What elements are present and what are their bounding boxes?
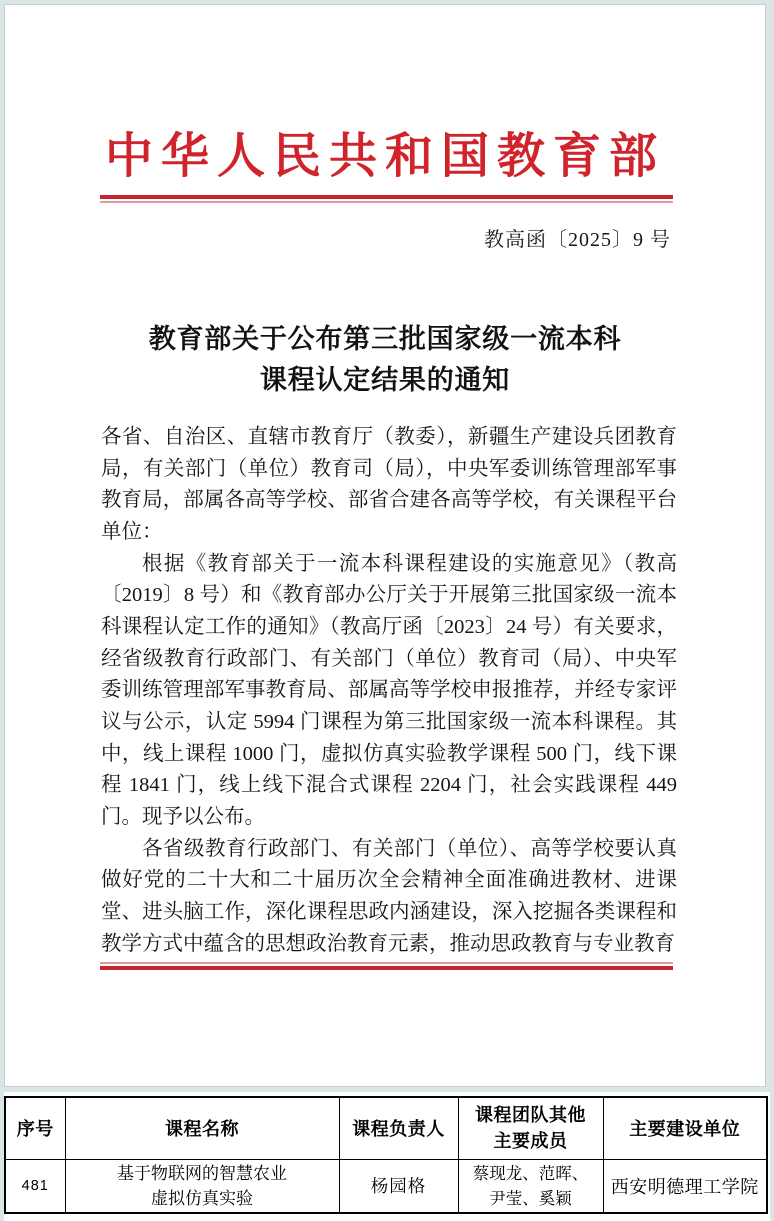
course-table-page — [4, 1092, 770, 1221]
cell-seq: 481 — [5, 1159, 65, 1213]
paragraph-results: 根据《教育部关于一流本科课程建设的实施意见》（教高〔2019〕8 号）和《教育部办公厅关于开展第三批国家级一流本科课程认定工作的通知》（教高厅函〔2023〕24 号）有关要求，经省级教育行政部门、有关部门（单位）教育司（局）、中央军委训练管理部军事教育局、部属高等学校申报推荐，并经专家评议与公示，认定 5994 门课程为第三批国家级一流本科课程。其中，线上课程 1000 门，虚拟仿真实验教学课程 500 门，线下课程 1841 门，线上线下混合式课程 2204 门，社会实践课程 449 门。现予以公布。 — [101, 552, 677, 828]
red-divider-bottom — [100, 962, 673, 970]
cell-course-name — [65, 1159, 339, 1213]
table-header-row — [5, 1097, 767, 1159]
notice-title-line2: 课程认定结果的通知 — [259, 365, 511, 395]
header-seq: 序号 — [5, 1097, 65, 1159]
cell-institution: 西安明德理工学院 — [603, 1159, 767, 1213]
notice-title — [5, 319, 765, 401]
notice-title-line1: 教育部关于公布第三批国家级一流本科 — [148, 324, 622, 354]
paragraph-addressees: 各省、自治区、直辖市教育厅（教委），新疆生产建设兵团教育局，有关部门（单位）教育司（局），中央军委训练管理部军事教育局，部属各高等学校、部省合建各高等学校，有关课程平台单位： — [101, 426, 677, 543]
cell-team-members — [458, 1159, 603, 1213]
table-row — [5, 1159, 767, 1213]
red-divider-top-thin-line — [100, 201, 673, 203]
document-number: 教高函〔2025〕9 号 — [484, 229, 671, 251]
cell-team-members-text: 蔡现龙、范晖、尹莹、奚颖 — [472, 1163, 589, 1208]
cell-course-leader: 杨园格 — [339, 1159, 458, 1213]
notice-page — [4, 4, 766, 1087]
red-divider-bottom-thick-line — [100, 966, 673, 970]
header-course-leader: 课程负责人 — [339, 1097, 458, 1159]
paragraph-requirements: 各省级教育行政部门、有关部门（单位）、高等学校要认真做好党的二十大和二十届历次全会精神全面准确进教材、进课堂、进头脑工作，深化课程思政内涵建设，深入挖掘各类课程和教学方式中蕴含的思想政治教育元素，推动思政教育与专业教育 — [101, 837, 677, 955]
notice-body — [101, 422, 677, 960]
header-team-members-label: 课程团队其他主要成员 — [475, 1105, 586, 1152]
header-course-name: 课程名称 — [65, 1097, 339, 1159]
red-divider-top — [100, 195, 673, 203]
cell-course-name-text: 基于物联网的智慧农业虚拟仿真实验 — [117, 1163, 287, 1208]
course-table — [4, 1096, 768, 1214]
agency-title: 中华人民共和国教育部 — [104, 130, 665, 183]
red-divider-bottom-thin-line — [100, 962, 673, 964]
red-divider-top-thick-line — [100, 195, 673, 199]
header-team-members — [458, 1097, 603, 1159]
header-institution: 主要建设单位 — [603, 1097, 767, 1159]
